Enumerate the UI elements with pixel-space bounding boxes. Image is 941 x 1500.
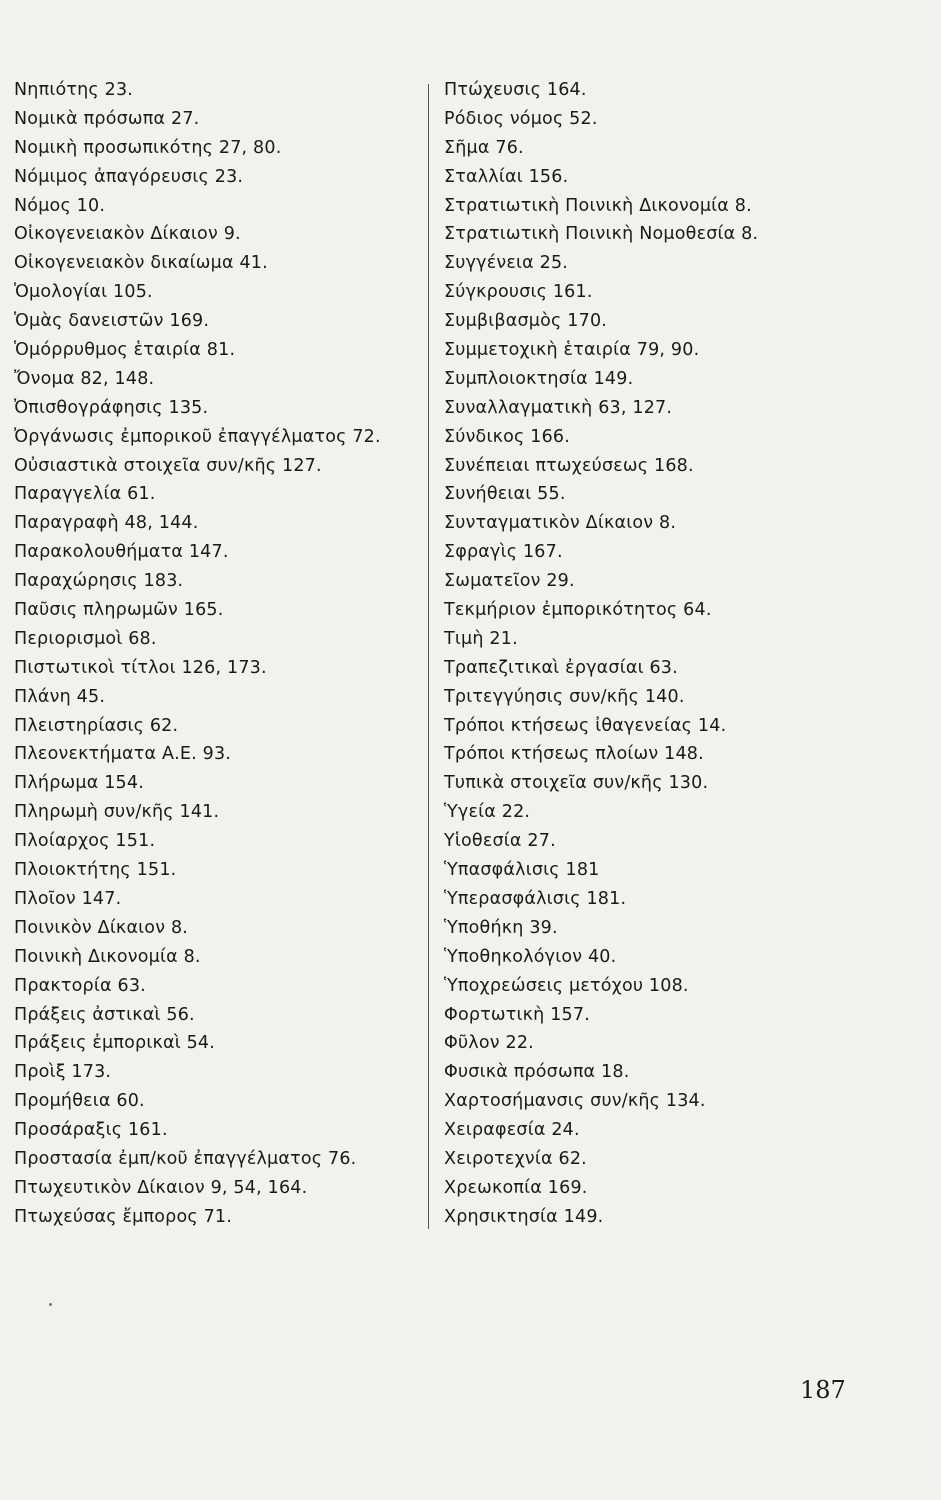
index-entry: Φυσικὰ πρόσωπα 18. — [444, 1062, 630, 1083]
index-entry: Ὑπασφάλισις 181 — [444, 860, 600, 881]
index-entry: Προμήθεια 60. — [14, 1091, 145, 1112]
index-entry: Συμπλοιοκτησία 149. — [444, 368, 634, 389]
index-entry: Ὁμόρρυθμος ἑταιρία 81. — [14, 340, 236, 361]
index-entry: Τρόποι κτήσεως πλοίων 148. — [444, 744, 704, 765]
index-column-left — [14, 76, 419, 1232]
index-entry: Φῦλον 22. — [444, 1033, 534, 1054]
index-entry: Φορτωτικὴ 157. — [444, 1004, 590, 1025]
index-entry: Ποινικὴ Δικονομία 8. — [14, 946, 201, 967]
index-entry: Πράξεις ἐμπορικαὶ 54. — [14, 1033, 216, 1054]
index-entry: Χαρτοσήμανσις συν/κῆς 134. — [444, 1091, 706, 1112]
index-entry: Παραγγελία 61. — [14, 484, 156, 505]
index-entry: Συνήθειαι 55. — [444, 484, 566, 505]
index-entry: Πλειστηρίασις 62. — [14, 715, 179, 736]
paper-speck — [49, 1303, 52, 1306]
index-entry: Χειροτεχνία 62. — [444, 1148, 587, 1169]
index-entry: Συνέπειαι πτωχεύσεως 168. — [444, 455, 694, 476]
index-entry: Συγγένεια 25. — [444, 253, 569, 274]
index-entry: Συμβιβασμὸς 170. — [444, 311, 608, 332]
index-entry: Οὐσιαστικὰ στοιχεῖα συν/κῆς 127. — [14, 455, 322, 476]
index-entry: Σφραγὶς 167. — [444, 542, 563, 563]
index-entry: Ὁμὰς δανειστῶν 169. — [14, 311, 210, 332]
index-entry: Πλοίαρχος 151. — [14, 831, 156, 852]
index-entry: Σύγκρουσις 161. — [444, 282, 593, 303]
index-entry: Ὑποχρεώσεις μετόχου 108. — [444, 975, 689, 996]
index-entry: Συμμετοχικὴ ἑταιρία 79, 90. — [444, 340, 700, 361]
index-entry: Οἰκογενειακὸν δικαίωμα 41. — [14, 253, 268, 274]
index-entry: Σύνδικος 166. — [444, 426, 571, 447]
index-entry: Σῆμα 76. — [444, 137, 524, 158]
index-entry: Σωματεῖον 29. — [444, 571, 575, 592]
index-entry: Νηπιότης 23. — [14, 80, 134, 100]
index-entry: Πρακτορία 63. — [14, 975, 146, 996]
index-entry: Παρακολουθήματα 147. — [14, 542, 229, 563]
index-entry: Ρόδιος νόμος 52. — [444, 108, 598, 129]
index-entry: Ὑπερασφάλισις 181. — [444, 888, 627, 909]
index-entry: Ὑγεία 22. — [444, 802, 531, 823]
index-entry: Παῦσις πληρωμῶν 165. — [14, 600, 224, 621]
index-entry: Ὁμολογίαι 105. — [14, 282, 153, 303]
index-entry: Στρατιωτικὴ Ποινικὴ Δικονομία 8. — [444, 195, 752, 216]
index-entry: Προὶξ 173. — [14, 1062, 112, 1083]
index-entry: Ὑποθήκη 39. — [444, 917, 558, 938]
index-entry: Προστασία ἐμπ/κοῦ ἐπαγγέλματος 76. — [14, 1148, 357, 1169]
index-entry: Στρατιωτικὴ Ποινικὴ Νομοθεσία 8. — [444, 224, 759, 245]
index-entry: Πληρωμὴ συν/κῆς 141. — [14, 802, 220, 823]
index-entry: Πράξεις ἀστικαὶ 56. — [14, 1004, 195, 1025]
index-entry: Ποινικὸν Δίκαιον 8. — [14, 917, 189, 938]
index-column-right — [444, 76, 864, 1232]
index-entry: Τιμὴ 21. — [444, 628, 518, 649]
index-entry: Πτωχεύσας ἔμπορος 71. — [14, 1206, 233, 1227]
index-entry: Προσάραξις 161. — [14, 1120, 168, 1141]
index-entry: Νόμιμος ἀπαγόρευσις 23. — [14, 166, 244, 187]
page-number: 187 — [800, 1376, 846, 1404]
index-entry: Τυπικὰ στοιχεῖα συν/κῆς 130. — [444, 773, 709, 794]
index-entry: Σταλλίαι 156. — [444, 166, 569, 187]
index-entry: Περιορισμοὶ 68. — [14, 628, 157, 649]
index-entry: Νομικὰ πρόσωπα 27. — [14, 108, 200, 129]
index-entry: Τριτεγγύησις συν/κῆς 140. — [444, 686, 685, 707]
index-entry: Ὀπισθογράφησις 135. — [14, 397, 209, 418]
index-entry: Τρόποι κτήσεως ἰθαγενείας 14. — [444, 715, 727, 736]
index-entry: Οἰκογενειακὸν Δίκαιον 9. — [14, 224, 241, 245]
index-entry: Συνταγματικὸν Δίκαιον 8. — [444, 513, 677, 534]
index-entry: Τεκμήριον ἐμπορικότητος 64. — [444, 600, 712, 621]
index-entry: Ὄνομα 82, 148. — [14, 368, 155, 389]
index-entry: Νόμος 10. — [14, 195, 106, 216]
column-divider — [428, 84, 429, 1229]
index-entry: Πλεονεκτήματα Α.Ε. 93. — [14, 744, 232, 765]
index-entry: Ὀργάνωσις ἐμπορικοῦ ἐπαγγέλματος 72. — [14, 426, 381, 447]
index-entry: Ὑποθηκολόγιον 40. — [444, 946, 617, 967]
index-entry: Χρεωκοπία 169. — [444, 1177, 588, 1198]
index-entry: Χειραφεσία 24. — [444, 1120, 580, 1141]
index-entry: Πτώχευσις 164. — [444, 80, 587, 100]
index-entry: Πιστωτικοὶ τίτλοι 126, 173. — [14, 657, 267, 678]
index-entry: Παραχώρησις 183. — [14, 571, 184, 592]
index-entry: Συναλλαγματικὴ 63, 127. — [444, 397, 673, 418]
index-entry: Υἱοθεσία 27. — [444, 831, 556, 852]
index-entry: Τραπεζιτικαὶ ἐργασίαι 63. — [444, 657, 678, 678]
index-entry: Πλοῖον 147. — [14, 888, 122, 909]
index-entry: Χρησικτησία 149. — [444, 1206, 604, 1227]
index-entry: Παραγραφὴ 48, 144. — [14, 513, 199, 534]
index-entry: Πλάνη 45. — [14, 686, 106, 707]
index-entry: Πλοιοκτήτης 151. — [14, 860, 177, 881]
index-entry: Πτωχευτικὸν Δίκαιον 9, 54, 164. — [14, 1177, 308, 1198]
index-entry: Νομικὴ προσωπικότης 27, 80. — [14, 137, 282, 158]
index-entry: Πλήρωμα 154. — [14, 773, 144, 794]
